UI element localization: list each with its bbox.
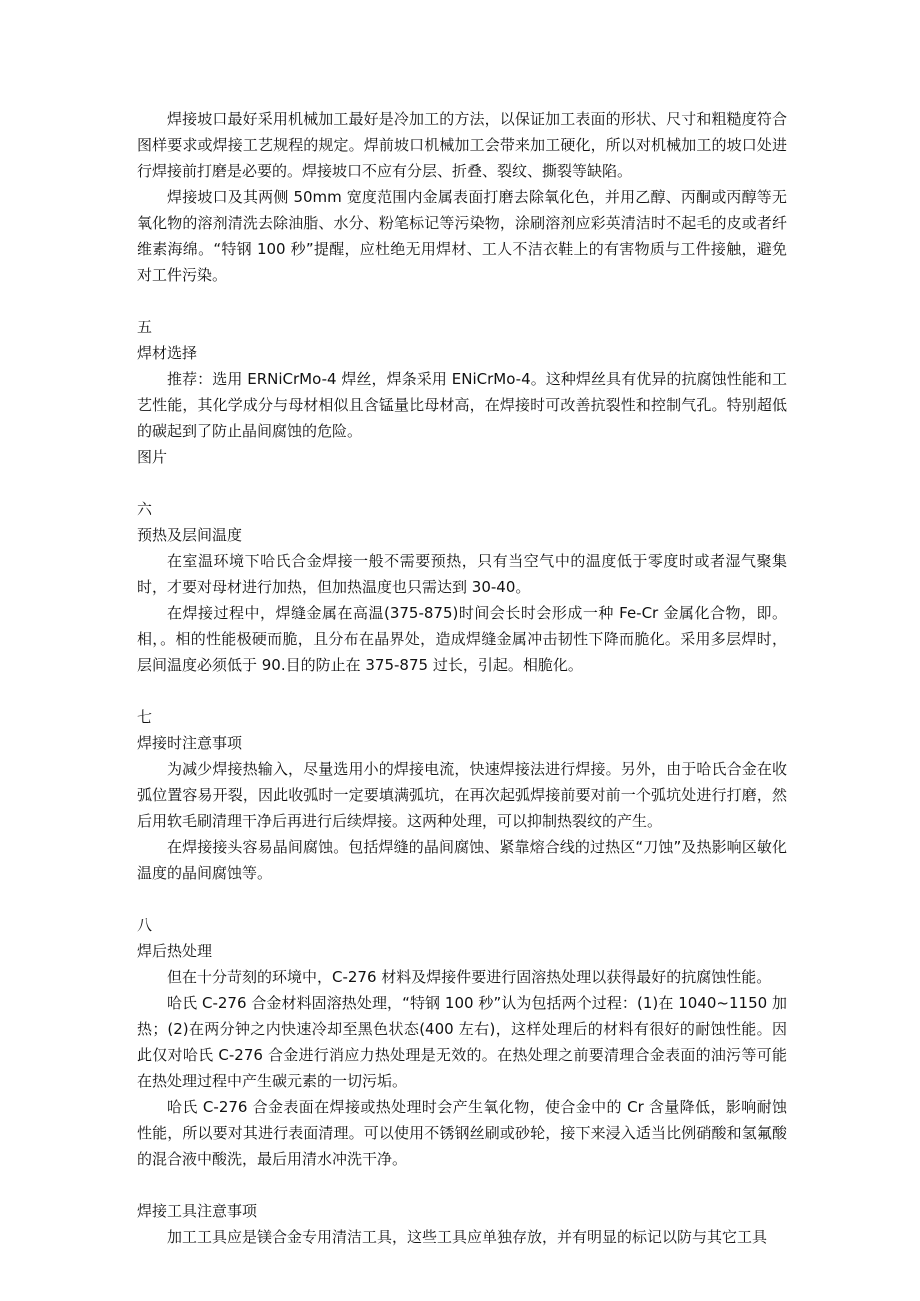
section-8-number: 八 — [137, 916, 153, 934]
section-7-number: 七 — [137, 708, 153, 726]
paragraph-tools: 加工工具应是镁合金专用清洁工具，这些工具应单独存放，并有明显的标记以防与其它工具 — [167, 1228, 768, 1246]
paragraph-surface-cleaning: 哈氏 C-276 合金表面在焊接或热处理时会产生氧化物，使合金中的 Cr 含量降低，影响耐蚀性能，所以要对其进行表面清理。可以使用不锈钢丝刷或砂轮，接下来浸入适当比例硝酸和氢氟酸的混合液中酸洗，最后用清水冲洗干净。 — [137, 1098, 787, 1168]
paragraph-filler-recommendation: 推荐：选用 ERNiCrMo-4 焊丝，焊条采用 ENiCrMo-4。这种焊丝具有优异的抗腐蚀性能和工艺性能，其化学成分与母材相似且含锰量比母材高，在焊接时可改善抗裂性和控制气孔。特别超低的碳起到了防止晶间腐蚀的危险。 — [137, 370, 787, 440]
paragraph-interpass-temperature: 在焊接过程中，焊缝金属在高温(375-875)时间会长时会形成一种 Fe-Cr 金属化合物，即。相，。相的性能极硬而脆，且分布在晶界处，造成焊缝金属冲击韧性下降而脆化。采用多层焊时，层间温度必须低于 90.目的防止在 375-875 过长，引起。相脆化。 — [137, 604, 787, 674]
section-5-title: 焊材选择 — [137, 344, 198, 362]
paragraph-groove-machining: 焊接坡口最好采用机械加工最好是冷加工的方法，以保证加工表面的形状、尺寸和粗糙度符合图样要求或焊接工艺规程的规定。焊前坡口机械加工会带来加工硬化，所以对机械加工的坡口处进行焊接前打磨是必要的。焊接坡口不应有分层、折叠、裂纹、撕裂等缺陷。 — [137, 110, 787, 180]
paragraph-intergranular-corrosion: 在焊接接头容易晶间腐蚀。包括焊缝的晶间腐蚀、紧靠熔合线的过热区“刀蚀”及热影响区敏化温度的晶间腐蚀等。 — [137, 838, 787, 882]
paragraph-preheat: 在室温环境下哈氏合金焊接一般不需要预热，只有当空气中的温度低于零度时或者湿气聚集时，才要对母材进行加热，但加热温度也只需达到 30-40。 — [137, 552, 787, 596]
tools-section-title: 焊接工具注意事项 — [137, 1202, 258, 1220]
section-gap — [137, 470, 787, 496]
section-6-number: 六 — [137, 500, 153, 518]
section-gap — [137, 288, 787, 314]
paragraph-heat-input: 为减少焊接热输入，尽量选用小的焊接电流，快速焊接法进行焊接。另外，由于哈氏合金在收弧位置容易开裂，因此收弧时一定要填满弧坑，在再次起弧焊接前要对前一个弧坑处进行打磨，然后用软毛刷清理干净后再进行后续焊接。这两种处理，可以抑制热裂纹的产生。 — [137, 760, 787, 830]
section-gap — [137, 1172, 787, 1198]
section-8-title: 焊后热处理 — [137, 942, 213, 960]
paragraph-groove-cleaning: 焊接坡口及其两侧 50mm 宽度范围内金属表面打磨去除氧化色，并用乙醇、丙酮或丙醇等无氧化物的溶剂清洗去除油脂、水分、粉笔标记等污染物，涂刷溶剂应彩英清洁时不起毛的皮或者纤维素海绵。“特钢 100 秒”提醒，应杜绝无用焊材、工人不洁衣鞋上的有害物质与工件接触，避免对工件污染。 — [137, 188, 787, 284]
section-5-number: 五 — [137, 318, 153, 336]
section-7-title: 焊接时注意事项 — [137, 734, 243, 752]
section-gap — [137, 886, 787, 912]
section-6-title: 预热及层间温度 — [137, 526, 243, 544]
section-gap — [137, 678, 787, 704]
paragraph-solution-treatment-process: 哈氏 C-276 合金材料固溶热处理，“特钢 100 秒”认为包括两个过程：(1)在 1040~1150 加热；(2)在两分钟之内快速冷却至黑色状态(400 左右)，这样处理后的材料有很好的耐蚀性能。因此仅对哈氏 C-276 合金进行消应力热处理是无效的。在热处理之前要清理合金表面的油污等可能在热处理过程中产生碳元素的一切污垢。 — [137, 994, 787, 1090]
figure-placeholder-label: 图片 — [137, 448, 168, 466]
paragraph-solution-treatment-intro: 但在十分苛刻的环境中，C-276 材料及焊接件要进行固溶热处理以获得最好的抗腐蚀性能。 — [167, 968, 772, 986]
document-page — [137, 106, 787, 1250]
